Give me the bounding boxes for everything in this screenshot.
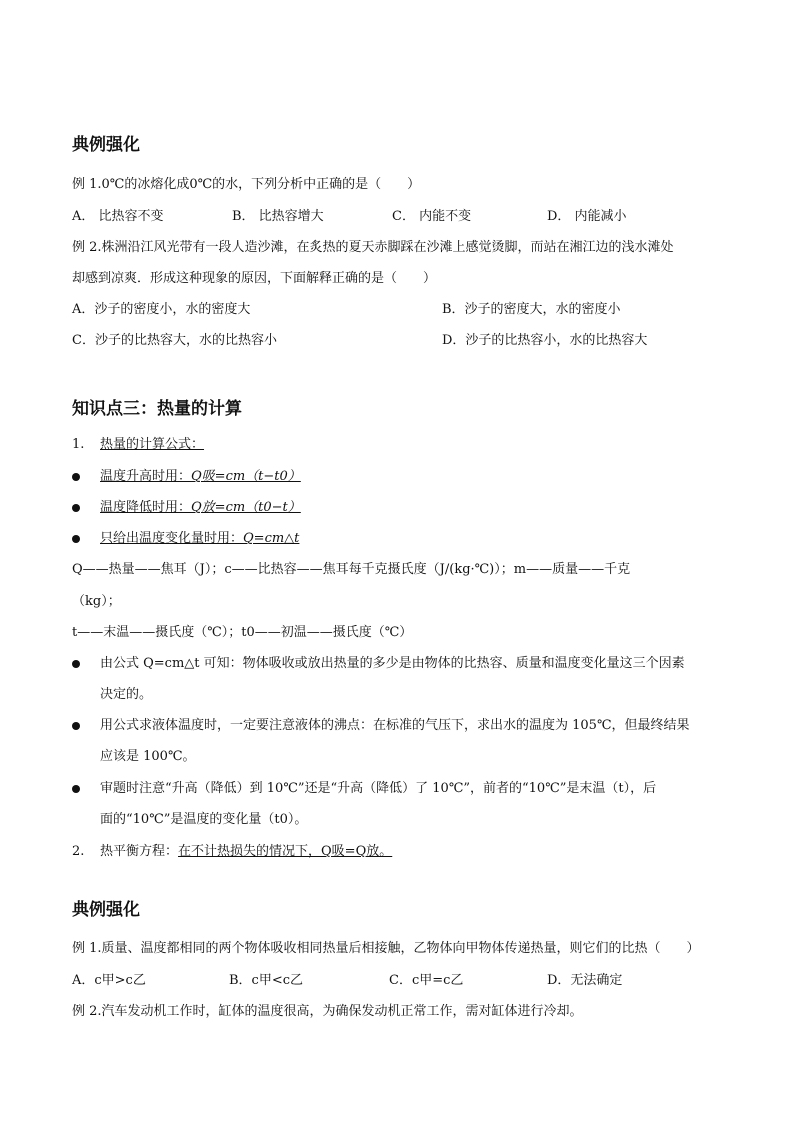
list-item-text: 热量的计算公式： (100, 437, 205, 452)
list-number: 2. (72, 844, 85, 859)
option-b: B． 比热容增大 (232, 209, 324, 224)
option-c: C． 内能不变 (392, 209, 472, 224)
option-b: B．沙子的密度大，水的密度小 (442, 302, 621, 317)
bullet-dot (72, 722, 80, 730)
example-question: 例 1.0℃的冰熔化成0℃的水，下列分析中正确的是（ ） (72, 177, 421, 192)
option-c: C．沙子的比热容大，水的比热容小 (72, 333, 277, 348)
note-text: 审题时注意“升高（降低）到 10℃”还是“升高（降低）了 10℃”，前者的“10℃”是末温（t），后 (100, 781, 657, 796)
option-d: D．沙子的比热容小，水的比热容大 (442, 333, 648, 348)
example-question: 例 1.质量、温度都相同的两个物体吸收相同热量后相接触，乙物体向甲物体传递热量，则它们的比热（ ） (72, 941, 700, 956)
option-b: B．c甲<c乙 (229, 973, 304, 988)
formula-item: 温度降低时用：Q放=cm（t0−t） (100, 500, 301, 515)
note-text: 用公式求液体温度时，一定要注意液体的沸点：在标准的气压下，求出水的温度为 105℃，但最终结果 (100, 718, 690, 733)
example-question: 例 2.汽车发动机工作时，缸体的温度很高，为确保发动机正常工作，需对缸体进行冷却。 (72, 1004, 583, 1019)
note-text-continued: 面的“10℃”是温度的变化量（t0）。 (100, 812, 308, 827)
symbol-definitions-continued: （kg）； (72, 594, 121, 609)
symbol-definitions: t——末温——摄氏度（℃）；t0——初温——摄氏度（℃） (72, 625, 413, 640)
bullet-dot (72, 785, 80, 793)
option-a: A．沙子的密度小，水的密度大 (72, 302, 251, 317)
example-question-continued: 却感到凉爽．形成这种现象的原因，下面解释正确的是（ ） (72, 271, 437, 286)
option-a: A． 比热容不变 (72, 209, 164, 224)
note-text-continued: 应该是 100℃。 (100, 749, 196, 764)
example-question: 例 2.株洲沿江风光带有一段人造沙滩，在炙热的夏天赤脚踩在沙滩上感觉烫脚，而站在湘江边的浅水滩处 (72, 240, 674, 255)
bullet-dot (72, 473, 80, 481)
option-d: D． 内能减小 (547, 209, 627, 224)
symbol-definitions: Q——热量——焦耳（J）；c——比热容——焦耳每千克摄氏度（J/(kg·℃)）；m——质量——千克 (72, 562, 631, 577)
section-heading: 知识点三：热量的计算 (72, 399, 242, 419)
list-item-text: 热平衡方程：在不计热损失的情况下，Q吸=Q放。 (100, 844, 393, 859)
note-text-continued: 决定的。 (100, 687, 153, 702)
formula-item: 温度升高时用：Q吸=cm（t−t0） (100, 469, 301, 484)
option-a: A．c甲>c乙 (72, 973, 146, 988)
bullet-dot (72, 504, 80, 512)
option-d: D．无法确定 (547, 973, 623, 988)
option-c: C．c甲=c乙 (389, 973, 464, 988)
bullet-dot (72, 535, 80, 543)
list-number: 1. (72, 437, 85, 452)
section-heading: 典例强化 (72, 135, 140, 155)
formula-item: 只给出温度变化量时用：Q=cm△t (100, 531, 300, 546)
note-text: 由公式 Q=cm△t 可知：物体吸收或放出热量的多少是由物体的比热容、质量和温度变化量这三个因素 (100, 656, 685, 671)
section-heading: 典例强化 (72, 900, 140, 920)
bullet-dot (72, 660, 80, 668)
